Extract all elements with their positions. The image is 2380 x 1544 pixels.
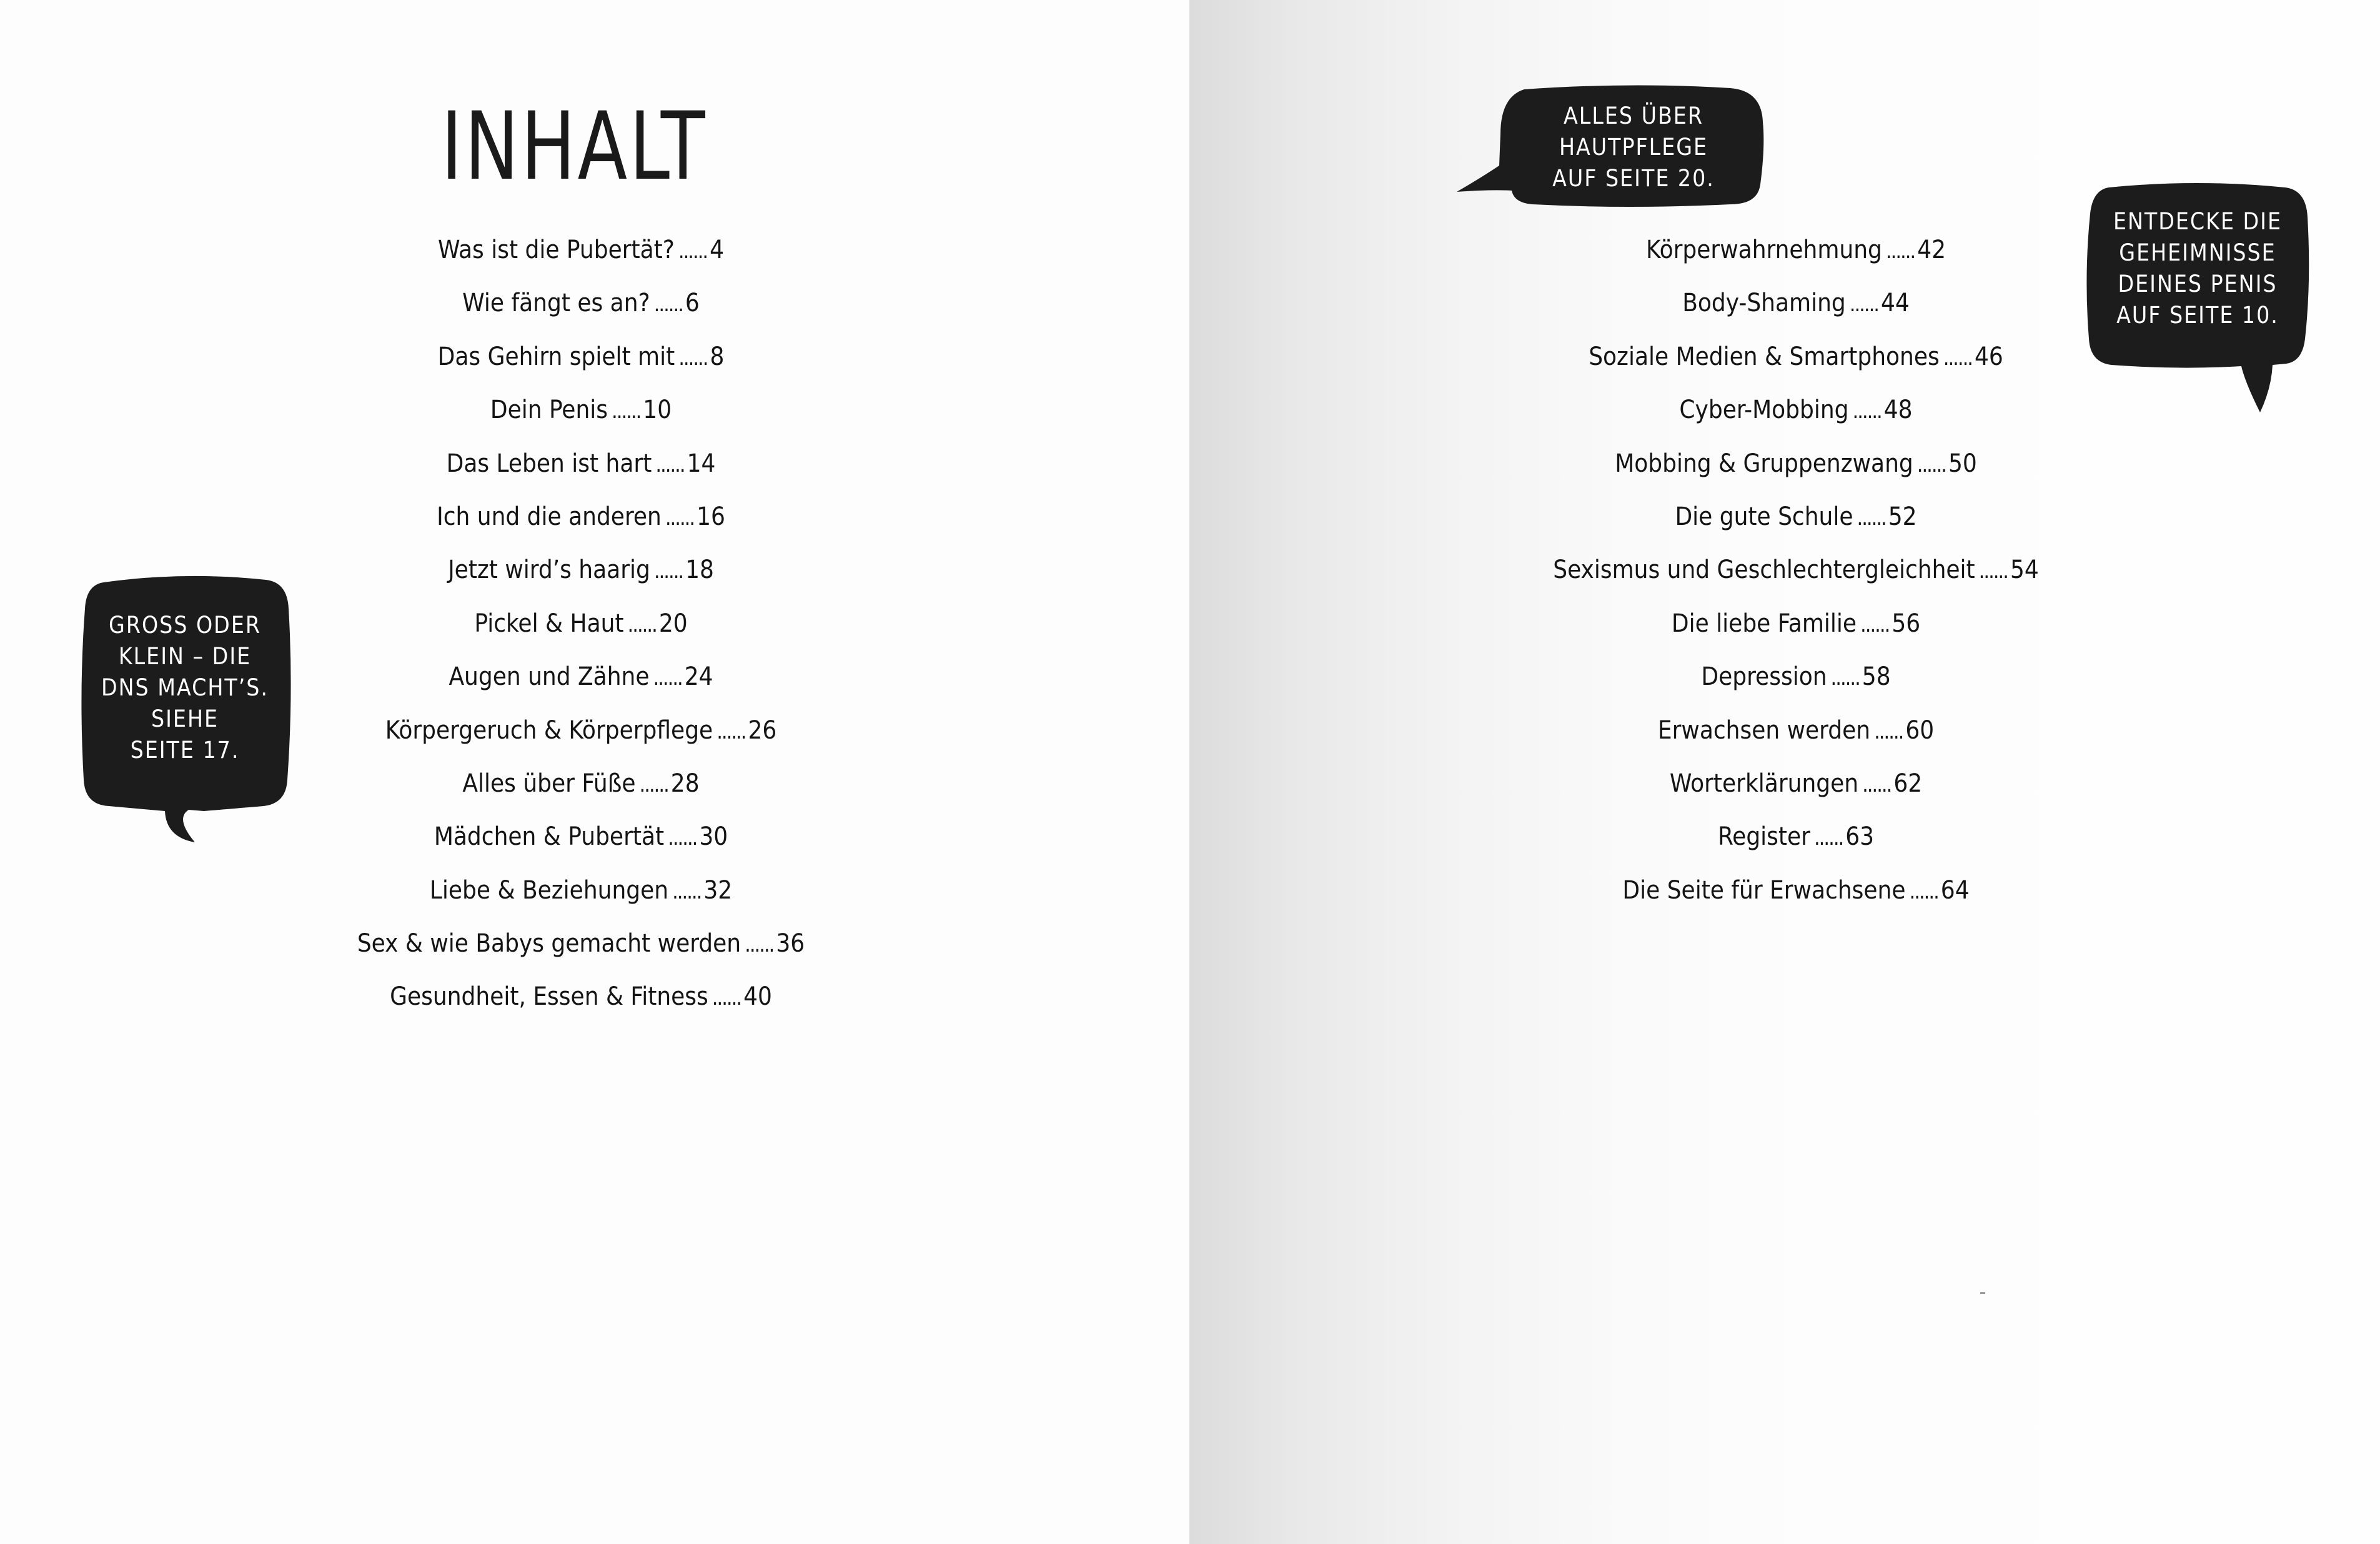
toc-leader: ......: [627, 612, 657, 637]
toc-entry-label: Worterklärungen: [1669, 769, 1859, 798]
toc-leader: ......: [653, 665, 682, 691]
toc-entry-page: 36: [776, 929, 805, 959]
toc-entry-label: Erwachsen werden: [1657, 715, 1871, 745]
toc-leader: ......: [716, 719, 746, 744]
toc-leader: ......: [1874, 719, 1903, 744]
toc-entry: [269, 925, 893, 978]
toc-list-left: [269, 231, 893, 1032]
toc-entry: [269, 445, 893, 498]
toc-entry: [269, 765, 893, 818]
toc-entry: [1484, 231, 2108, 284]
toc-entry-label: Soziale Medien & Smartphones: [1589, 342, 1940, 371]
toc-leader: ......: [1943, 345, 1973, 371]
toc-entry-page: 20: [658, 609, 688, 638]
toc-leader: ......: [1916, 452, 1946, 477]
toc-leader: ......: [745, 932, 774, 958]
toc-entry: [1484, 445, 2108, 498]
toc-entry: [269, 605, 893, 658]
toc-entry: [1484, 765, 2108, 818]
toc-entry-page: 46: [1975, 342, 2003, 371]
toc-leader: ......: [653, 292, 683, 317]
toc-entry-page: 14: [687, 449, 716, 478]
toc-leader: ......: [1849, 292, 1879, 317]
toc-entry: [269, 231, 893, 284]
toc-entry: [1484, 658, 2108, 711]
toc-entry-label: Register: [1717, 822, 1810, 852]
toc-entry-label: Jetzt wird’s haarig: [448, 555, 650, 585]
toc-leader: ......: [653, 559, 683, 584]
toc-leader: ......: [712, 985, 741, 1011]
toc-entry-label: Was ist die Pubertät?: [437, 236, 675, 264]
toc-entry-page: 40: [743, 982, 772, 1012]
toc-entry-label: Mobbing & Gruppenzwang: [1615, 449, 1913, 478]
toc-entry: [1484, 338, 2108, 391]
toc-entry: [269, 978, 893, 1031]
toc-entry: [1484, 605, 2108, 658]
toc-leader: ......: [1860, 612, 1890, 637]
toc-entry-label: Augen und Zähne: [449, 662, 650, 692]
toc-entry: [1484, 284, 2108, 337]
toc-entry-label: Wie fängt es an?: [462, 289, 650, 318]
toc-entry-page: 18: [685, 555, 714, 585]
speech-bubble-text: GROSS ODER KLEIN – DIE DNS MACHT’S. SIEHE SEITE 17.: [101, 612, 269, 764]
toc-entry-page: 56: [1892, 609, 1921, 638]
toc-entry: [1484, 498, 2108, 551]
toc-entry-label: Liebe & Beziehungen: [429, 875, 669, 905]
toc-entry-page: 42: [1917, 236, 1946, 264]
toc-entry-page: 24: [684, 662, 713, 692]
toc-entry-page: 52: [1888, 502, 1917, 531]
toc-entry-label: Body-Shaming: [1682, 289, 1846, 318]
toc-leader: ......: [665, 505, 695, 530]
toc-entry-page: 48: [1883, 396, 1913, 425]
toc-entry-page: 50: [1948, 449, 1977, 478]
speech-bubble-text: ENTDECKE DIE GEHEIMNISSE DEINES PENIS AUF SEITE 10.: [2113, 208, 2283, 329]
toc-entry-page: 30: [699, 822, 728, 852]
toc-entry-label: Dein Penis: [490, 396, 608, 425]
toc-list-right: [1484, 231, 2108, 925]
toc-entry-page: 16: [697, 502, 725, 531]
toc-leader: ......: [1813, 825, 1843, 851]
toc-entry-page: 32: [703, 875, 733, 905]
toc-entry-label: Die gute Schule: [1675, 502, 1853, 531]
toc-entry: [269, 338, 893, 391]
toc-entry: [1484, 391, 2108, 444]
toc-entry-page: 10: [643, 396, 672, 425]
toc-entry: [269, 658, 893, 711]
toc-entry: [269, 551, 893, 604]
toc-leader: ......: [1857, 505, 1886, 530]
toc-entry-page: 64: [1940, 875, 1970, 905]
toc-entry-label: Die liebe Familie: [1671, 609, 1857, 638]
toc-entry: [1484, 872, 2108, 925]
toc-entry-page: 44: [1881, 289, 1910, 318]
toc-leader: ......: [1862, 772, 1892, 797]
speech-bubble-top: [1455, 84, 1768, 209]
toc-leader: ......: [1852, 399, 1882, 424]
toc-entry-page: 60: [1905, 715, 1935, 745]
toc-entry: [1484, 818, 2108, 871]
toc-entry-label: Alles über Füße: [462, 769, 636, 798]
toc-leader: ......: [672, 879, 702, 904]
toc-entry: [269, 391, 893, 444]
toc-entry-label: Gesundheit, Essen & Fitness: [390, 982, 708, 1012]
toc-entry-label: Die Seite für Erwachsene: [1622, 875, 1906, 905]
toc-entry-label: Körpergeruch & Körperpflege: [385, 715, 713, 745]
toc-leader: ......: [1978, 559, 2008, 584]
toc-entry-label: Mädchen & Pubertät: [434, 822, 665, 852]
toc-entry: [269, 818, 893, 871]
toc-leader: ......: [1830, 665, 1860, 691]
toc-entry: [269, 498, 893, 551]
toc-entry-page: 26: [748, 715, 777, 745]
toc-entry-page: 8: [710, 342, 725, 371]
toc-entry-label: Ich und die anderen: [437, 502, 662, 531]
toc-entry: [1484, 551, 2108, 604]
toc-leader: ......: [668, 825, 697, 851]
toc-entry-label: Depression: [1701, 662, 1827, 692]
toc-entry-label: Sexismus und Geschlechtergleichheit: [1553, 555, 1975, 585]
print-mark: [1980, 1292, 1985, 1294]
toc-entry-label: Pickel & Haut: [474, 609, 624, 638]
speech-bubble-left: [79, 574, 291, 849]
toc-leader: ......: [1885, 239, 1915, 264]
toc-entry: [1484, 712, 2108, 765]
toc-leader: ......: [1909, 879, 1938, 904]
toc-entry-label: Sex & wie Babys gemacht werden: [357, 929, 741, 959]
toc-entry-label: Cyber-Mobbing: [1679, 396, 1849, 425]
toc-leader: ......: [639, 772, 668, 797]
speech-bubble-right: [2085, 182, 2310, 420]
toc-entry-page: 54: [2010, 555, 2039, 585]
speech-bubble-text: ALLES ÜBER HAUTPFLEGE AUF SEITE 20.: [1552, 102, 1715, 192]
toc-leader: ......: [655, 452, 685, 477]
toc-leader: ......: [612, 399, 641, 424]
toc-entry-page: 6: [685, 289, 700, 318]
toc-entry-page: 28: [670, 769, 700, 798]
toc-leader: ......: [678, 345, 708, 371]
toc-entry: [269, 712, 893, 765]
toc-entry: [269, 284, 893, 337]
toc-entry-page: 62: [1893, 769, 1923, 798]
toc-leader: ......: [678, 239, 708, 264]
toc-entry-page: 58: [1862, 662, 1891, 692]
toc-entry-label: Das Gehirn spielt mit: [437, 342, 675, 371]
toc-entry-label: Das Leben ist hart: [446, 449, 652, 478]
toc-entry-page: 4: [710, 236, 725, 264]
toc-entry-label: Körperwahrnehmung: [1646, 236, 1882, 264]
toc-entry-page: 63: [1845, 822, 1875, 852]
page-title: INHALT: [441, 92, 708, 201]
toc-entry: [269, 872, 893, 925]
